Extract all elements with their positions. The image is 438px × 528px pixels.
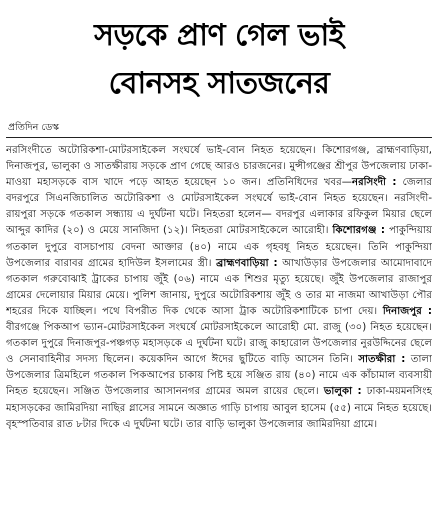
dateline-narsingdi: নরসিংদী : <box>351 177 397 189</box>
dateline-kishoreganj: কিশোরগঞ্জ : <box>332 225 385 237</box>
byline: প্রতিদিন ডেস্ক <box>8 122 60 133</box>
report-bhaluka: ঢাকা-ময়মনসিংহ মহাসড়কের জামিরদিয়া নাছির গ্লাসের সামনে অজ্ঞাত গাড়ি চাপায় আবুল হাসেম (৫৫) নামে নিহত হয়েছে। বৃহস্পতিবার রাত ৮টার দিকে এ দুর্ঘটনা ঘটে। তার বাড়ি ভালুকা উপজেলার জামিরদিয়া গ্রামে। <box>6 386 432 430</box>
article-body <box>6 143 432 525</box>
report-brahmanbaria: আখাউড়ার উপজেলার আমোদাবাদে গতকাল গরুবোঝাই ট্রাকের চাপায় জুঁই (০৬) নামে এক শিশুর মৃত্যু হয়েছে। জুঁই উপজেলার রাজাপুর গ্রামের দেলোয়ার মিয়ার মেয়ে। পুলিশ জানায়, দুপুরে অটোরিকশায় জুঁই ও তার মা নাজমা আখাউড়া পৌর শহরের দিকে যাচ্ছিল। পথে বিপরীত দিক থেকে আসা ট্রাক অটোরিকশাটিকে চাপা দেয়। <box>6 257 432 317</box>
headline-line-1: সড়কে প্রাণ গেল ভাই <box>94 18 344 53</box>
dateline-satkhira: সাতক্ষীরা : <box>358 354 406 366</box>
report-satkhira: তালা উপজেলার ত্রিমহিলে গতকাল পিকআপের চাকায় পিষ্ট হয়ে সঞ্জিত রায় (৪০) নামে এক কাঁচামাল ব্যবসায়ী নিহত হয়েছেন। সঞ্জিত উপজেলার আসাননগর গ্রামের অমল রায়ের ছেলে। <box>6 354 432 398</box>
byline-divider <box>6 137 432 138</box>
article-intro: নরসিংদীতে অটোরিকশা-মোটরসাইকেল সংঘর্ষে ভাই-বোন নিহত হয়েছেন। কিশোরগঞ্জ, ব্রাহ্মণবাড়িয়া, দিনাজপুর, ভালুকা ও সাতক্ষীরায় সড়কে প্রাণ গেছে আরও চারজনের। মুন্সীগঞ্জের শ্রীপুর উপজেলায় ঢাকা-মাওয়া মহাসড়কে বাস খাদে পড়ে আহত হয়েছেন ১০ জন। প্রতিনিধিদের খবর— <box>6 145 432 189</box>
dateline-dinajpur: দিনাজপুর : <box>382 305 432 317</box>
report-narsingdi: জেলার বদরপুরে সিএনজিচালিত অটোরিকশা ও মোটরসাইকেল সংঘর্ষে ভাই-বোন নিহত হয়েছেন। নরসিংদী-রায়পুরা সড়কে গতকাল সন্ধ্যায় এ দুর্ঘটনা ঘটে। নিহতরা হলেন— বদরপুর এলাকার রফিকুল মিয়ার ছেলে আব্দুর কাদির (২০) ও মেয়ে সানজিদা (১২)। নিহতরা মোটরসাইকেলে আরোহী। <box>6 177 432 237</box>
headline-line-2: বোনসহ সাতজনের <box>108 66 330 101</box>
report-kishoreganj: পাকুন্দিয়ায় গতকাল দুপুরে বাসচাপায় বেদনা আক্তার (৪০) নামে এক গৃহবধূ নিহত হয়েছেন। তিনি পাকুন্দিয়া উপজেলার বারাবর গ্রামের হাদিউল ইসলামের স্ত্রী। <box>6 225 432 269</box>
dateline-bhaluka: ভালুকা : <box>323 386 362 398</box>
article-paragraph <box>6 143 432 433</box>
dateline-brahmanbaria: ব্রাহ্মণবাড়িয়া : <box>216 257 278 269</box>
report-dinajpur: বীরগঞ্জে পিকআপ ভ্যান-মোটরসাইকেল সংঘর্ষে মোটরসাইকেলে আরোহী মো. রাজু (৩০) নিহত হয়েছেন। গতকাল দুপুরে দিনাজপুর-পঞ্চগড় মহাসড়কে এ দুর্ঘটনা ঘটে। রাজু কাহারোল উপজেলার নুরউদ্দিনের ছেলে ও সেনাবাহিনীর সদস্য ছিলেন। কয়েকদিন আগে ঈদের ছুটিতে বাড়ি আসেন তিনি। <box>6 322 432 366</box>
